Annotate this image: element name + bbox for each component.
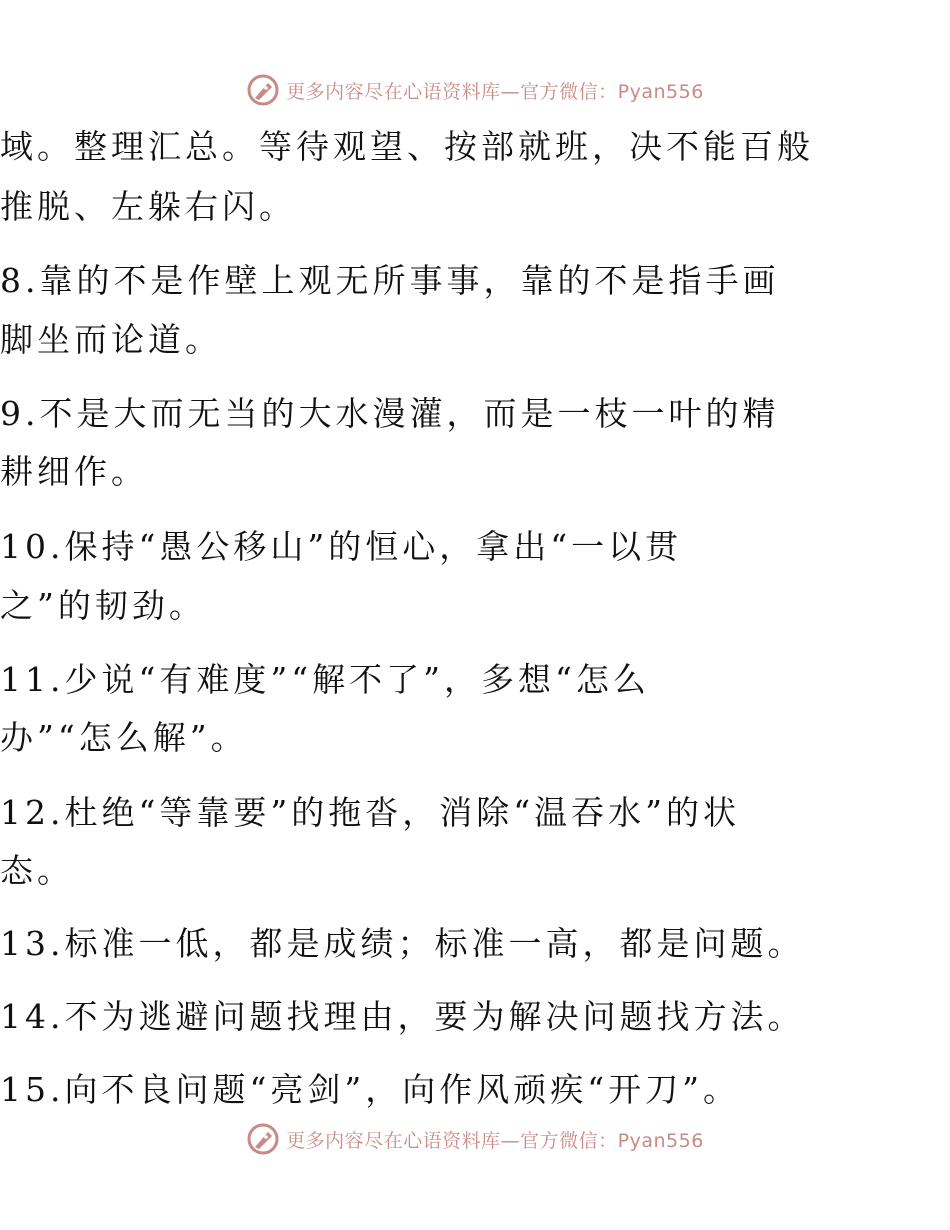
text-line: 10.保持“愚公移山”的恒心，拿出“一以贯 — [0, 527, 683, 566]
fountain-pen-logo-icon — [246, 73, 280, 107]
text-line: 11.少说“有难度”“解不了”，多想“怎么 — [0, 660, 650, 699]
text-line: 态。 — [0, 851, 74, 890]
fountain-pen-logo-icon — [246, 1122, 280, 1156]
text-line: 脚坐而论道。 — [0, 320, 222, 359]
text-line: 14.不为逃避问题找理由，要为解决问题找方法。 — [0, 997, 805, 1036]
text-line: 域。整理汇总。等待观望、按部就班，决不能百般 — [0, 127, 814, 166]
text-line: 15.向不良问题“亮剑”，向作风顽疾“开刀”。 — [0, 1070, 740, 1109]
watermark-text: 更多内容尽在心语资料库—官方微信：Pyan556 — [286, 80, 704, 103]
text-line: 耕细作。 — [0, 452, 148, 491]
text-line: 13.标准一低，都是成绩；标准一高，都是问题。 — [0, 924, 805, 963]
text-line: 9.不是大而无当的大水漫灌，而是一枝一叶的精 — [0, 394, 780, 433]
text-line: 推脱、左躲右闪。 — [0, 187, 296, 226]
text-line: 8.靠的不是作壁上观无所事事，靠的不是指手画 — [0, 261, 780, 300]
text-line: 办”“怎么解”。 — [0, 718, 248, 757]
watermark-header — [0, 68, 950, 112]
watermark-text: 更多内容尽在心语资料库—官方微信：Pyan556 — [286, 1129, 704, 1152]
watermark-footer — [0, 1117, 950, 1161]
text-line: 之”的韧劲。 — [0, 586, 206, 625]
text-line: 12.杜绝“等靠要”的拖沓，消除“温吞水”的状 — [0, 793, 740, 832]
